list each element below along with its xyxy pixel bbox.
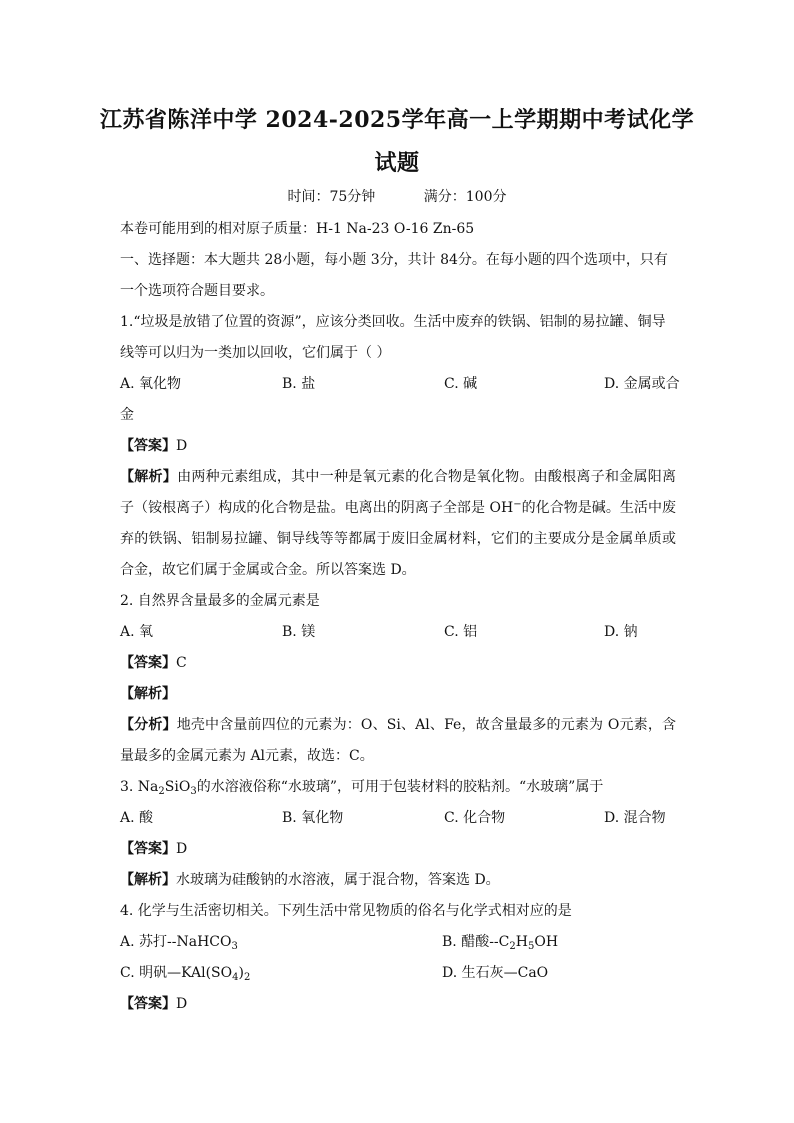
q3-sub1: 2 <box>158 786 165 797</box>
q2-option-d: D. 钠 <box>604 624 638 640</box>
q3-stem-post: 的水溶液俗称“水玻璃”，可用于包装材料的胶粘剂。“水玻璃”属于 <box>196 779 604 795</box>
q3-answer-value: D <box>176 841 188 857</box>
q4-option-c <box>120 958 442 989</box>
q1-analysis-text-a: 由两种元素组成，其中一种是氧元素的化合物是氧化物。由酸根离子和金属阳离子（铵根离子）构成的化合物是盐。电离出的阴离子全部是 OH <box>120 469 677 516</box>
section1-intro-line1: 一、选择题：本大题共 28小题，每小题 3分，共计 84分。在每小题的四个选项中，只有 <box>120 252 668 268</box>
q2-stem: 2. 自然界含量最多的金属元素是 <box>120 593 320 609</box>
document-body <box>120 214 680 1020</box>
q4-option-b-text: B. 醋酸--C <box>442 934 510 950</box>
q4-option-a-sub: 3 <box>231 941 238 952</box>
q1-option-b: B. 盐 <box>282 376 316 392</box>
answer-label: 【答案】 <box>120 438 176 454</box>
exam-title-line1: 江苏省陈洋中学 2024-2025学年高一上学期期中考试化学 <box>99 107 695 133</box>
q1-answer <box>120 431 676 462</box>
answer-label: 【答案】 <box>120 996 176 1012</box>
q1-options <box>120 369 680 400</box>
q3-option-b: B. 氧化物 <box>282 810 344 826</box>
q4-answer <box>120 989 676 1020</box>
q3-stem-mid: SiO <box>164 779 191 795</box>
exam-meta <box>0 186 794 206</box>
q3-stem-pre: 3. Na <box>120 779 159 795</box>
q4-option-a <box>120 927 442 958</box>
q4-option-b-sub1: 2 <box>509 941 516 952</box>
q2-option-a: A. 氧 <box>120 624 154 640</box>
analysis-label: 【解析】 <box>120 469 178 485</box>
q3-options <box>120 803 676 834</box>
q1-analysis-superscript: − <box>513 499 522 510</box>
q3-sub2: 3 <box>190 786 197 797</box>
section1-intro-line2: 一个选项符合题目要求。 <box>120 283 274 299</box>
q1-option-d: D. 金属或合 <box>604 376 680 392</box>
q4-stem: 4. 化学与生活密切相关。下列生活中常见物质的俗名与化学式相对应的是 <box>120 903 572 919</box>
q1-analysis <box>120 462 676 586</box>
q4-option-c-sub2: 2 <box>243 972 251 983</box>
q4-option-c-mid: ) <box>238 965 244 981</box>
q4-option-c-sub1: 4 <box>232 972 239 983</box>
q3-option-a: A. 酸 <box>120 810 154 826</box>
q2-answer <box>120 648 676 679</box>
q2-analysis <box>120 679 676 710</box>
answer-label: 【答案】 <box>120 655 176 671</box>
q4-answer-value: D <box>176 996 188 1012</box>
q3-stem <box>120 772 676 803</box>
q2-fenxi-text: 地壳中含量前四位的元素为：O、Si、Al、Fe，故含量最多的元素为 O元素，含量最多的金属元素为 Al元素，故选：C。 <box>120 717 676 764</box>
q4-option-b-post: OH <box>534 934 559 950</box>
q4-option-a-text: A. 苏打--NaHCO <box>120 934 232 950</box>
q2-options <box>120 617 676 648</box>
q4-options-row1 <box>120 927 676 958</box>
q4-option-b-sub2: 5 <box>527 941 535 952</box>
q1-stem-line2: 线等可以归为一类加以回收，它们属于（ ） <box>120 345 391 361</box>
analysis-label: 【解析】 <box>120 686 176 702</box>
answer-label: 【答案】 <box>120 841 176 857</box>
q3-option-c: C. 化合物 <box>444 810 506 826</box>
q1-answer-value: D <box>176 438 188 454</box>
exam-time: 时间：75分钟 <box>287 189 376 205</box>
q4-option-b <box>442 927 558 958</box>
q2-fenxi <box>120 710 676 772</box>
q3-answer <box>120 834 676 865</box>
atomic-mass-note: 本卷可能用到的相对原子质量：H-1 Na-23 O-16 Zn-65 <box>120 221 475 237</box>
q1-analysis-text-b: 的化合物是碱。生活中废弃的铁锅、铝制易拉罐、铜导线等等都属于废旧金属材料，它们的主要成分是金属单质或合金，故它们属于金属或合金。所以答案选 D。 <box>120 500 677 578</box>
q3-analysis-text: 水玻璃为硅酸钠的水溶液，属于混合物，答案选 D。 <box>176 872 500 888</box>
q1-option-c: C. 碱 <box>444 376 478 392</box>
analysis-label: 【解析】 <box>120 872 176 888</box>
q3-option-d: D. 混合物 <box>604 810 666 826</box>
q4-option-d: D. 生石灰—CaO <box>442 965 549 981</box>
q4-option-b-mid: H <box>515 934 528 950</box>
q1-option-a: A. 氧化物 <box>120 376 182 392</box>
exam-title-line2: 试题 <box>374 150 420 176</box>
q1-option-d-continued: 金 <box>120 407 134 423</box>
q2-answer-value: C <box>176 655 187 671</box>
q2-option-c: C. 铝 <box>444 624 478 640</box>
exam-score: 满分：100分 <box>423 189 507 205</box>
q3-analysis <box>120 865 676 896</box>
q4-option-c-text: C. 明矾—KAl(SO <box>120 965 233 981</box>
fenxi-label: 【分析】 <box>120 717 177 733</box>
q1-stem-line1: 1.“垃圾是放错了位置的资源”，应该分类回收。生活中废弃的铁锅、铝制的易拉罐、铜导 <box>120 314 666 330</box>
q4-options-row2 <box>120 958 676 989</box>
q2-option-b: B. 镁 <box>282 624 316 640</box>
